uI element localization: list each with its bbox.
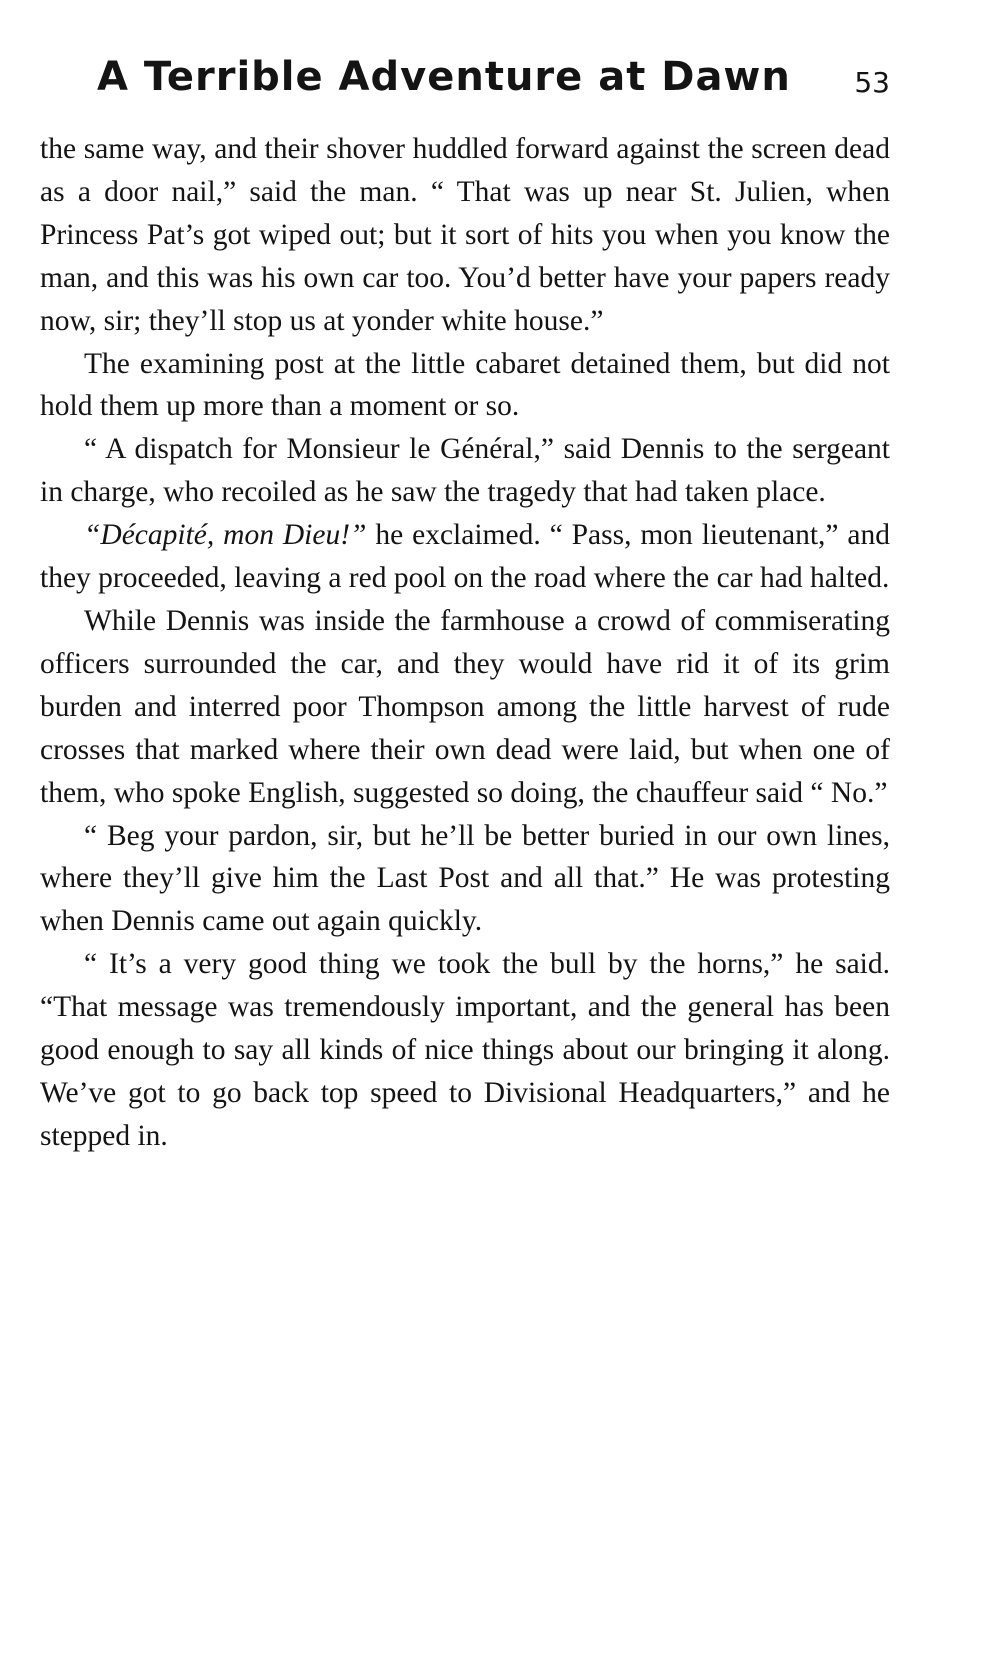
page-number: 53 bbox=[854, 66, 890, 99]
body-text bbox=[40, 128, 890, 1158]
paragraph-7: “ It’s a very good thing we took the bull by the horns,” he said. “That message was tremendously important, and the general has been good enough to say all kinds of nice things about our bringing it along. We’ve got to go back top speed to Divisional Headquarters,” and he stepped in. bbox=[40, 948, 890, 1152]
italic-exclamation: “Décapité, mon Dieu!” bbox=[84, 519, 367, 552]
paragraph-4-rest: “ Pass, mon lieutenant,” and they proceeded, leaving a red pool on the road where the car had halted. bbox=[40, 519, 890, 595]
running-head bbox=[40, 48, 890, 128]
paragraph-3: “ A dispatch for Monsieur le Général,” said Dennis to the sergeant in charge, who recoiled as he saw the tragedy that had taken place. bbox=[40, 433, 890, 509]
book-page bbox=[40, 48, 890, 1158]
paragraph-2: The examining post at the little cabaret detained them, but did not hold them up more than a moment or so. bbox=[40, 347, 890, 423]
paragraph-4 bbox=[40, 514, 890, 600]
chapter-title: A Terrible Adventure at Dawn bbox=[97, 54, 791, 100]
paragraph-6: “ Beg your pardon, sir, but he’ll be better buried in our own lines, where they’ll give him the Last Post and all that.” He was protesting when Dennis came out again quickly. bbox=[40, 819, 890, 938]
paragraph-1: the same way, and their shover huddled forward against the screen dead as a door nail,” said the man. “ That was up near St. Julien, when Princess Pat’s got wiped out; but it sort of hits you when you know the man, and this was his own car too. You’d better have your papers ready now, sir; they’ll stop us at yonder white house.” bbox=[40, 133, 890, 337]
exclamation-tail: he exclaimed. bbox=[366, 519, 550, 552]
paragraph-5: While Dennis was inside the farmhouse a crowd of commiserating officers surrounded the car, and they would have rid it of its grim burden and interred poor Thompson among the little harvest of rude crosses that marked where their own dead were laid, but when one of them, who spoke English, suggested so doing, the chauffeur said “ No.” bbox=[40, 604, 890, 809]
